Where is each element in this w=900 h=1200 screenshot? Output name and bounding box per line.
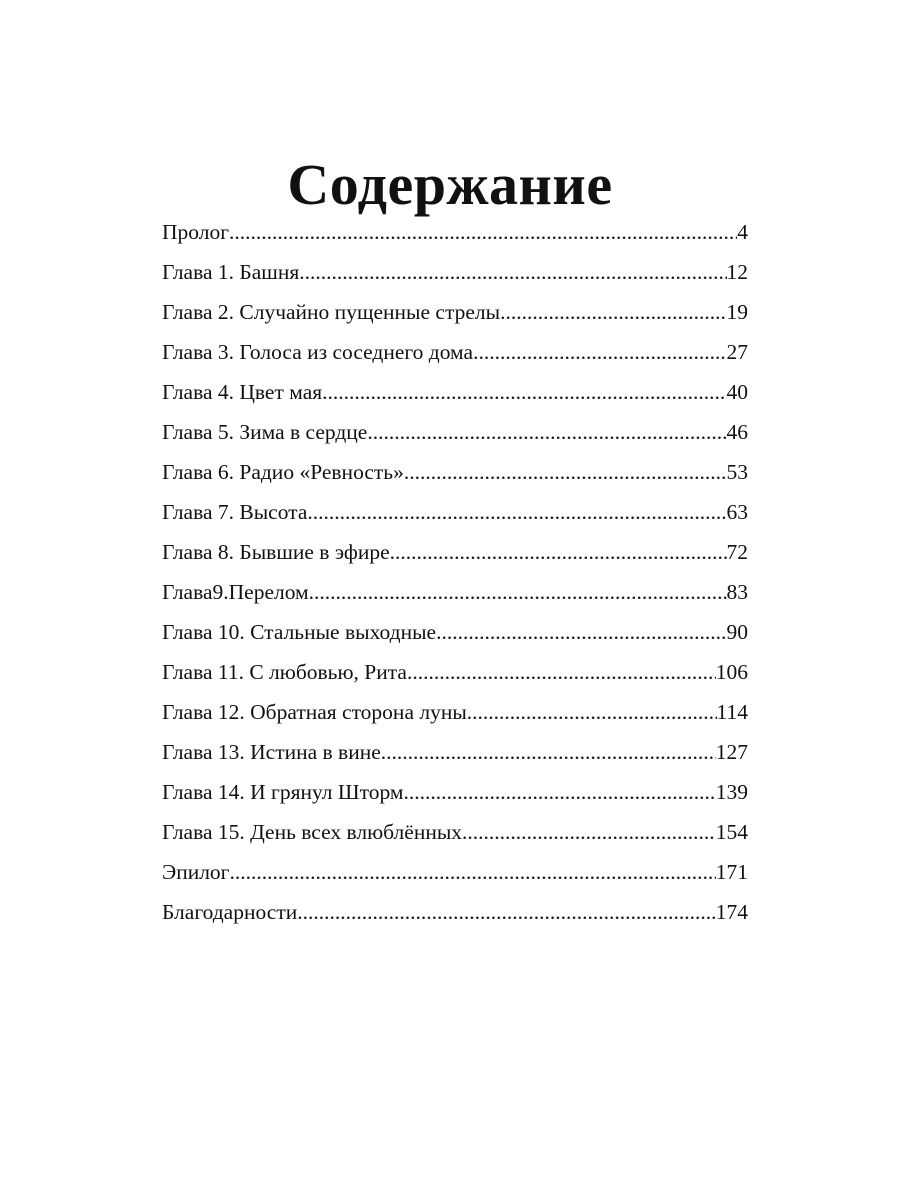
dot-leader (403, 772, 715, 812)
toc-entry (162, 732, 748, 772)
dot-leader (473, 332, 726, 372)
toc-entry-page: 72 (726, 540, 748, 564)
toc-entry (162, 572, 748, 612)
toc-entry (162, 492, 748, 532)
dot-leader (367, 412, 726, 452)
toc-entry-title: Глава 1. Башня (162, 260, 300, 284)
toc-entry (162, 252, 748, 292)
dot-leader (467, 692, 717, 732)
toc-entry-page: 171 (715, 860, 748, 884)
dot-leader (390, 532, 727, 572)
table-of-contents (162, 212, 748, 932)
toc-entry-title: Глава 14. И грянул Шторм (162, 780, 404, 804)
toc-entry-title: Глава 15. День всех влюблённых (162, 820, 463, 844)
toc-entry-title: Благодарности (162, 900, 298, 924)
toc-entry (162, 612, 748, 652)
toc-entry-title: Глава 10. Стальные выходные (162, 620, 437, 644)
dot-leader (309, 572, 727, 612)
dot-leader (299, 252, 726, 292)
toc-entry-page: 90 (726, 620, 748, 644)
toc-entry (162, 452, 748, 492)
dot-leader (307, 492, 726, 532)
toc-entry (162, 372, 748, 412)
dot-leader (436, 612, 726, 652)
toc-entry (162, 212, 748, 252)
toc-entry-title: Глава 11. С любовью, Рита (162, 660, 407, 684)
page-title: Содержание (287, 151, 613, 217)
dot-leader (404, 452, 727, 492)
toc-entry (162, 892, 748, 932)
toc-entry-title: Глава 7. Высота (162, 500, 308, 524)
toc-entry-title: Эпилог (162, 860, 230, 884)
toc-entry-title: Глава 5. Зима в сердце (162, 420, 368, 444)
toc-entry (162, 852, 748, 892)
dot-leader (500, 292, 726, 332)
toc-entry-page: 40 (726, 380, 748, 404)
toc-entry-page: 53 (726, 460, 748, 484)
toc-entry (162, 292, 748, 332)
dot-leader (407, 652, 716, 692)
toc-entry-title: Глава 12. Обратная сторона луны (162, 700, 467, 724)
toc-entry-title: Глава 6. Радио «Ревность» (162, 460, 404, 484)
toc-entry-title: Глава 8. Бывшие в эфире (162, 540, 390, 564)
toc-entry-title: Глава 4. Цвет мая (162, 380, 323, 404)
dot-leader (322, 372, 726, 412)
toc-entry-title: Пролог (162, 220, 230, 244)
toc-entry-page: 27 (726, 340, 748, 364)
toc-entry-page: 114 (716, 700, 748, 724)
toc-entry-title: Глава9.Перелом (162, 580, 309, 604)
toc-entry-page: 12 (726, 260, 748, 284)
toc-entry-page: 63 (726, 500, 748, 524)
toc-entry (162, 692, 748, 732)
toc-entry-page: 139 (715, 780, 748, 804)
toc-entry-page: 174 (715, 900, 748, 924)
toc-entry-page: 19 (726, 300, 748, 324)
toc-entry-title: Глава 3. Голоса из соседнего дома (162, 340, 474, 364)
toc-entry-page: 83 (726, 580, 748, 604)
toc-entry-title: Глава 13. Истина в вине (162, 740, 381, 764)
toc-entry-page: 127 (715, 740, 748, 764)
toc-entry (162, 332, 748, 372)
toc-entry-page: 4 (737, 220, 748, 244)
toc-entry (162, 532, 748, 572)
toc-entry (162, 652, 748, 692)
dot-leader (297, 892, 716, 932)
toc-entry (162, 772, 748, 812)
toc-entry-page: 154 (715, 820, 748, 844)
toc-entry-page: 106 (715, 660, 748, 684)
toc-entry (162, 812, 748, 852)
dot-leader (381, 732, 716, 772)
toc-entry-title: Глава 2. Случайно пущенные стрелы (162, 300, 501, 324)
toc-entry (162, 412, 748, 452)
toc-entry-page: 46 (726, 420, 748, 444)
dot-leader (230, 852, 716, 892)
dot-leader (229, 212, 737, 252)
dot-leader (462, 812, 716, 852)
